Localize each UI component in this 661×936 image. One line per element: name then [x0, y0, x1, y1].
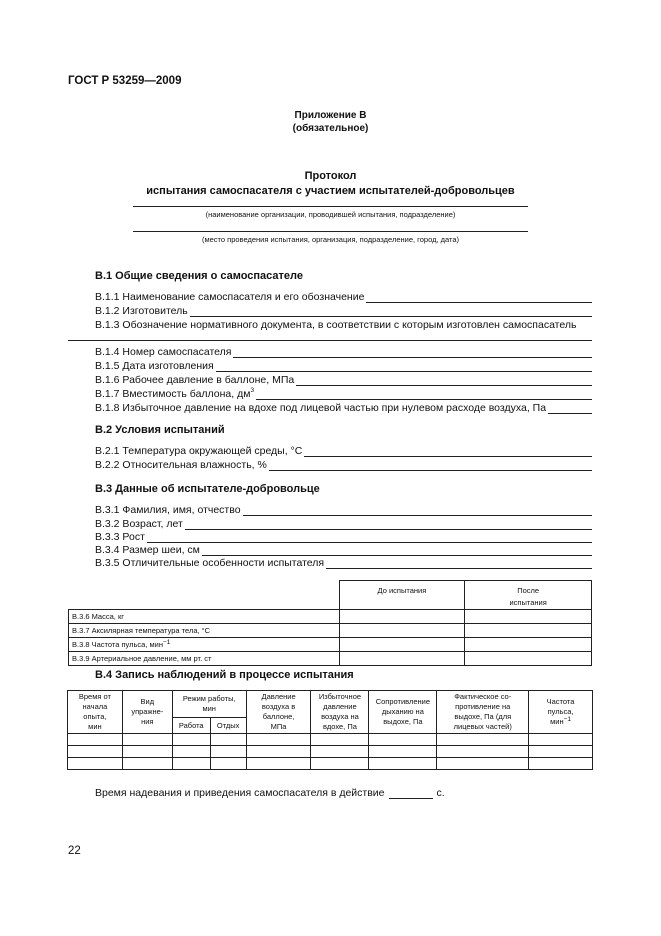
field-b1-6[interactable] [95, 373, 592, 386]
field-label: В.1.1 Наименование самоспасателя и его обозначение [95, 291, 365, 303]
place-caption: (место проведения испытания, организация, подразделение, город, дата) [201, 235, 460, 244]
table-cell[interactable] [437, 734, 529, 746]
row-label: В.3.6 Масса, кг [69, 610, 340, 624]
column-header-before: До испытания [339, 581, 465, 610]
field-b2-2[interactable] [95, 458, 592, 471]
table-cell[interactable] [437, 746, 529, 758]
table-cell[interactable] [529, 734, 593, 746]
field-b3-3[interactable] [95, 530, 592, 543]
field-b1-3[interactable] [95, 318, 592, 331]
section-b2-heading: В.2 Условия испытаний [95, 424, 225, 436]
table-cell[interactable] [246, 746, 311, 758]
section-b3-heading: В.3 Данные об испытателе-добровольце [95, 483, 320, 495]
field-label: В.1.2 Изготовитель [95, 305, 188, 317]
column-header-pulse: Частота пульса, мин$^{-1}$ [529, 691, 593, 734]
table-cell[interactable] [369, 734, 437, 746]
field-b3-4[interactable] [95, 543, 592, 556]
value-cell-after[interactable] [465, 638, 592, 652]
table-row [68, 758, 593, 770]
table-cell[interactable] [210, 734, 246, 746]
table-cell[interactable] [369, 758, 437, 770]
field-label: В.3.3 Рост [95, 531, 145, 543]
donning-time-field[interactable] [95, 787, 445, 799]
table-header-row [68, 691, 593, 718]
place-blank-line [133, 231, 528, 232]
table-cell[interactable] [437, 758, 529, 770]
column-header-after: После испытания [465, 581, 592, 610]
section-b1-heading: В.1 Общие сведения о самоспасателе [95, 270, 304, 282]
table-cell[interactable] [122, 746, 172, 758]
table-row [69, 610, 592, 624]
appendix-status: (обязательное) [292, 123, 369, 134]
column-header-actual-resistance: Фактическое со- противление на выдохе, Па (для лицевых частей) [437, 691, 529, 734]
column-header-time: Время от начала опыта, мин [68, 691, 123, 734]
table-cell[interactable] [68, 746, 123, 758]
column-header-overpressure: Избыточное давление воздуха на вдохе, Па [311, 691, 369, 734]
table-cell[interactable] [68, 734, 123, 746]
table-row [68, 734, 593, 746]
value-cell-before[interactable] [339, 638, 465, 652]
table-cell[interactable] [172, 746, 210, 758]
table-cell[interactable] [122, 758, 172, 770]
field-label: В.1.3 Обозначение нормативного документа, в соответствии с которым изготовлен самоспасатель [95, 319, 577, 331]
value-cell-before[interactable] [339, 610, 465, 624]
field-label: В.1.7 Вместимость баллона, $дм^3$ [95, 387, 255, 400]
table-cell[interactable] [311, 734, 369, 746]
field-label: В.3.5 Отличительные особенности испытателя [95, 557, 325, 569]
value-cell-after[interactable] [465, 624, 592, 638]
table-cell[interactable] [172, 734, 210, 746]
table-cell[interactable] [369, 746, 437, 758]
table-cell[interactable] [311, 758, 369, 770]
table-row [69, 638, 592, 652]
table-cell[interactable] [68, 758, 123, 770]
column-header-resistance: Сопротивление дыханию на выдохе, Па [369, 691, 437, 734]
field-label: В.1.4 Номер самоспасателя [95, 346, 232, 358]
table-row [69, 652, 592, 666]
protocol-subtitle: испытания самоспасателя с участием испытателей-добровольцев [146, 185, 515, 197]
observation-log-table [67, 690, 593, 770]
table-cell[interactable] [529, 758, 593, 770]
table-cell[interactable] [311, 746, 369, 758]
row-label: В.3.7 Аксилярная температура тела, °С [69, 624, 340, 638]
appendix-title: Приложение В [294, 110, 367, 121]
field-b1-1[interactable] [95, 290, 592, 303]
field-b1-4[interactable] [95, 345, 592, 358]
field-label: В.1.8 Избыточное давление на вдохе под лицевой частью при нулевом расходе воздуха, Па [95, 402, 547, 414]
field-b2-1[interactable] [95, 444, 592, 457]
column-header-exercise: Вид упражне- ния [122, 691, 172, 734]
section-b4-heading: В.4 Запись наблюдений в процессе испытания [95, 669, 354, 681]
field-label: В.1.6 Рабочее давление в баллоне, МПа [95, 374, 295, 386]
column-header-mode: Режим работы, мин [172, 691, 246, 718]
volunteer-measurements-table [68, 580, 592, 666]
table-cell[interactable] [172, 758, 210, 770]
field-label: В.2.1 Температура окружающей среды, °С [95, 445, 303, 457]
value-cell-after[interactable] [465, 610, 592, 624]
row-label: В.3.8 Частота пульса, мин$^{-1}$ [69, 638, 340, 652]
table-header-row [69, 581, 592, 610]
field-label: В.2.2 Относительная влажность, % [95, 459, 267, 471]
protocol-title: Протокол [304, 170, 357, 182]
page-number: 22 [68, 845, 81, 857]
field-b1-2[interactable] [95, 304, 592, 317]
table-cell[interactable] [529, 746, 593, 758]
table-row [69, 624, 592, 638]
column-header-rest: Отдых [210, 718, 246, 734]
value-cell-after[interactable] [465, 652, 592, 666]
value-cell-before[interactable] [339, 624, 465, 638]
donning-time-blank[interactable] [389, 788, 433, 799]
donning-time-unit: с. [436, 787, 445, 799]
field-b3-5[interactable] [95, 556, 592, 569]
table-cell[interactable] [246, 758, 311, 770]
table-cell[interactable] [246, 734, 311, 746]
field-b1-3-continuation-line[interactable] [68, 340, 592, 341]
table-cell[interactable] [122, 734, 172, 746]
table-cell[interactable] [210, 746, 246, 758]
field-label: В.3.1 Фамилия, имя, отчество [95, 504, 241, 516]
field-b3-1[interactable] [95, 503, 592, 516]
column-header-pressure: Давление воздуха в баллоне, МПа [246, 691, 311, 734]
row-label: В.3.9 Артериальное давление, мм рт. ст [69, 652, 340, 666]
value-cell-before[interactable] [339, 652, 465, 666]
donning-time-label: Время надевания и приведения самоспасателя в действие [95, 787, 385, 799]
standard-number: ГОСТ Р 53259—2009 [68, 75, 182, 87]
field-b1-7[interactable] [95, 387, 592, 400]
field-label: В.3.4 Размер шеи, см [95, 544, 200, 556]
unit-exponent: 3 [250, 387, 255, 394]
field-label: В.3.2 Возраст, лет [95, 518, 183, 530]
organization-caption: (наименование организации, проводившей испытания, подразделение) [205, 210, 456, 219]
organization-blank-line [133, 206, 528, 207]
column-header-work: Работа [172, 718, 210, 734]
field-b1-8[interactable] [95, 401, 592, 414]
table-cell[interactable] [210, 758, 246, 770]
field-b3-2[interactable] [95, 517, 592, 530]
field-b1-5[interactable] [95, 359, 592, 372]
field-label: В.1.5 Дата изготовления [95, 360, 214, 372]
table-row [68, 746, 593, 758]
